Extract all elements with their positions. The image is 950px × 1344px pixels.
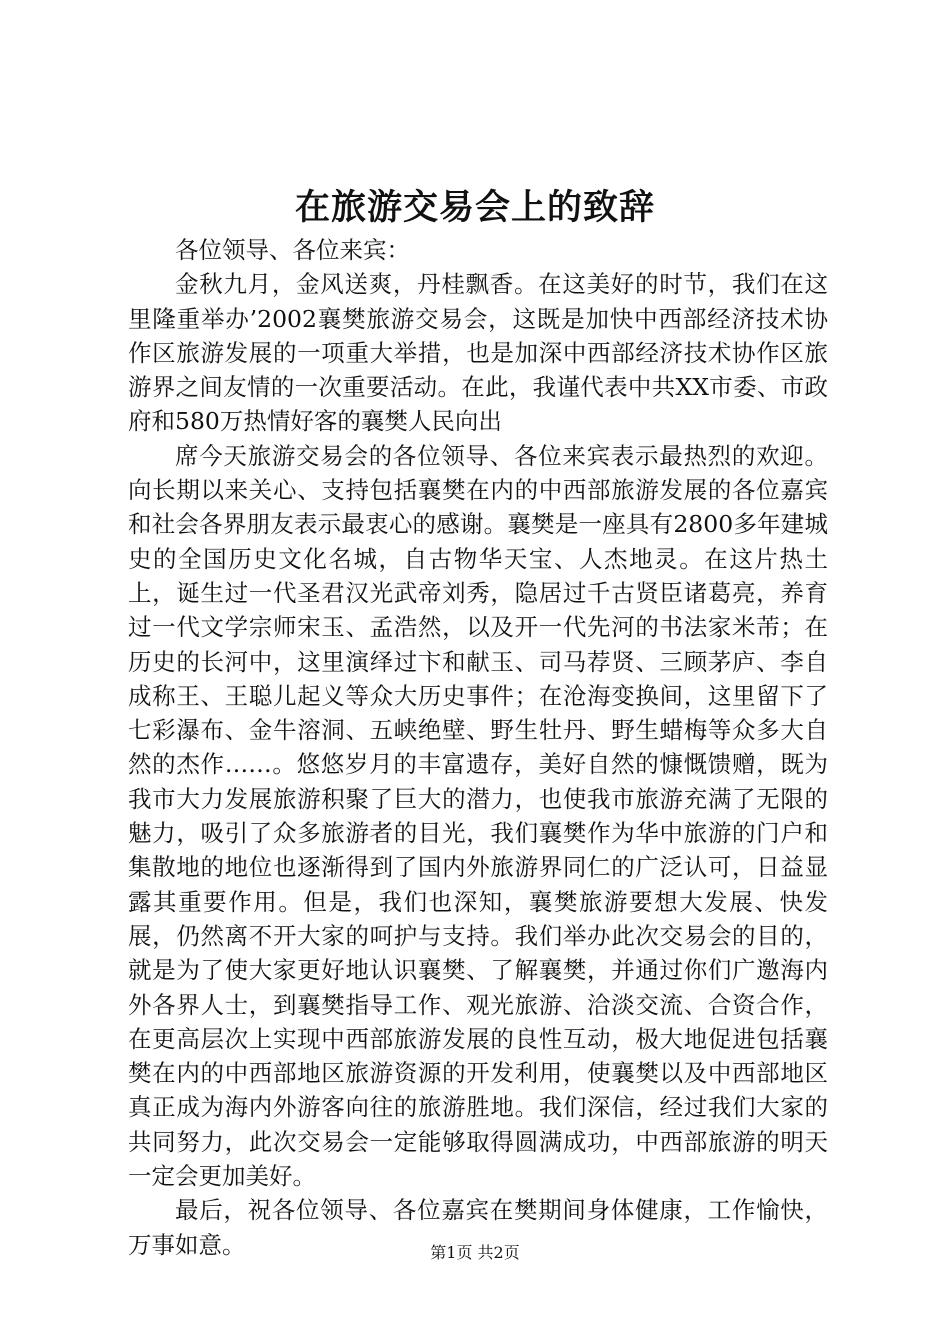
body-paragraph: 席今天旅游交易会的各位领导、各位来宾表示最热烈的欢迎。向长期以来关心、支持包括襄樊在内的中西部旅游发展的各位嘉宾和社会各界朋友表示最衷心的感谢。襄樊是一座具有2800多年建城史的全国历史文化名城，自古物华天宝、人杰地灵。在这片热土上，诞生过一代圣君汉光武帝刘秀，隐居过千古贤臣诸葛亮，养育过一代文学宗师宋玉、孟浩然，以及开一代先河的书法家米芾；在历史的长河中，这里演绎过卞和献玉、司马荐贤、三顾茅庐、李自成称王、王聪儿起义等众大历史事件；在沧海变换间，这里留下了七彩瀑布、金牛溶洞、五峡绝壁、野生牡丹、野生蜡梅等众多大自然的杰作……。悠悠岁月的丰富遗存，美好自然的慷慨馈赠，既为我市大力发展旅游积聚了巨大的潜力，也使我市旅游充满了无限的魅力，吸引了众多旅游者的目光，我们襄樊作为华中旅游的门户和集散地的地位也逐渐得到了国内外旅游界同仁的广泛认可，日益显露其重要作用。但是，我们也深知，襄樊旅游要想大发展、快发展，仍然离不开大家的呵护与支持。我们举办此次交易会的目的，就是为了使大家更好地认识襄樊、了解襄樊，并通过你们广邀海内外各界人士，到襄樊指导工作、观光旅游、洽淡交流、合资合作，在更高层次上实现中西部旅游发展的良性互动，极大地促进包括襄樊在内的中西部地区旅游资源的开发利用，使襄樊以及中西部地区真正成为海内外游客向往的旅游胜地。我们深信，经过我们大家的共同努力，此次交易会一定能够取得圆满成功，中西部旅游的明天一定会更加美好。 [128,441,828,1191]
page-number-footer: 第1页 共2页 [430,1243,520,1262]
body-paragraph: 金秋九月，金风送爽，丹桂飘香。在这美好的时节，我们在这里隆重举办’2002襄樊旅游交易会，这既是加快中西部经济技术协作区旅游发展的一项重大举措，也是加深中西部经济技术协作区旅游界之间友情的一次重要活动。在此，我谨代表中共XX市委、市政府和580万热情好客的襄樊人民向出 [128,270,828,436]
document-title: 在旅游交易会上的致辞 [294,187,655,228]
salutation-paragraph: 各位领导、各位来宾： [175,236,410,264]
document-body [128,233,828,1262]
closing-paragraph: 最后，祝各位领导、各位嘉宾在樊期间身体健康，工作愉快，万事如意。 [128,1196,828,1259]
